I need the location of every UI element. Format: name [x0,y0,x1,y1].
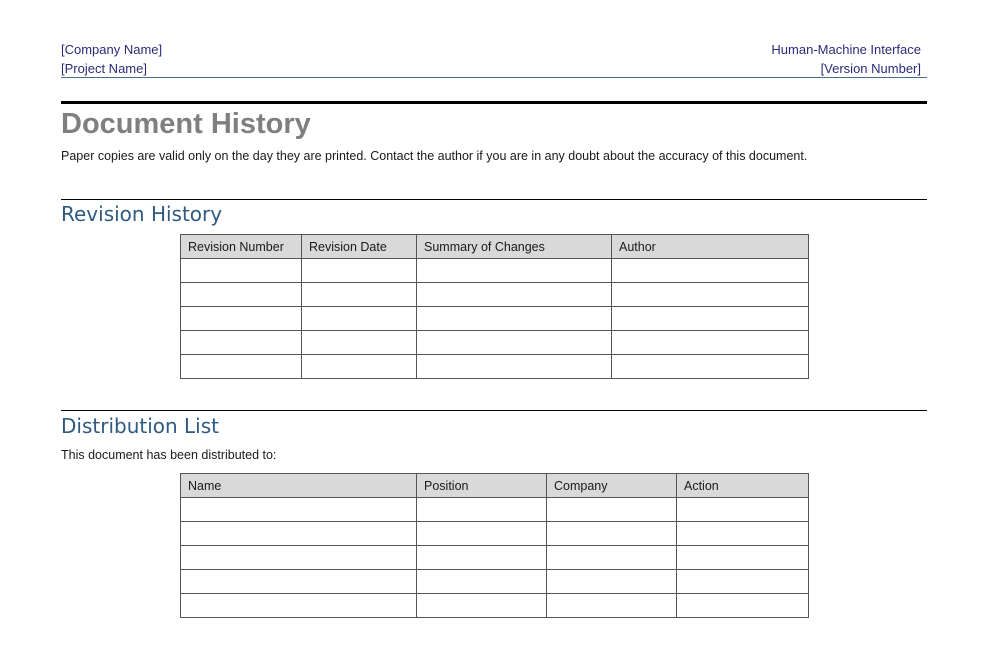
table-cell[interactable] [547,522,677,546]
column-header: Revision Number [181,235,302,259]
table-cell[interactable] [181,498,417,522]
header-right [771,40,921,78]
table-cell[interactable] [181,355,302,379]
table-row [181,546,809,570]
table-cell[interactable] [181,522,417,546]
table-cell[interactable] [302,307,417,331]
table-cell[interactable] [181,570,417,594]
column-header: Summary of Changes [417,235,612,259]
table-cell[interactable] [417,546,547,570]
distribution-section-divider [61,410,927,411]
table-row [181,331,809,355]
table-cell[interactable] [302,355,417,379]
table-row [181,259,809,283]
table-cell[interactable] [417,331,612,355]
table-cell[interactable] [417,570,547,594]
table-cell[interactable] [677,522,809,546]
table-cell[interactable] [612,283,809,307]
table-cell[interactable] [612,355,809,379]
table-cell[interactable] [181,283,302,307]
table-cell[interactable] [417,283,612,307]
table-cell[interactable] [417,307,612,331]
table-row [181,594,809,618]
page-title: Document History [61,108,311,140]
revision-history-heading: Revision History [61,202,223,226]
table-header-row [181,474,809,498]
table-cell[interactable] [302,331,417,355]
column-header: Name [181,474,417,498]
table-cell[interactable] [417,259,612,283]
table-row [181,283,809,307]
page-header [61,40,927,78]
column-header: Action [677,474,809,498]
table-cell[interactable] [417,498,547,522]
company-name: [Company Name] [61,42,163,57]
table-header-row [181,235,809,259]
column-header: Company [547,474,677,498]
column-header: Revision Date [302,235,417,259]
table-cell[interactable] [181,259,302,283]
table-cell[interactable] [181,594,417,618]
distribution-list-table [180,473,809,618]
table-cell[interactable] [417,522,547,546]
table-cell[interactable] [612,307,809,331]
header-left [61,40,162,78]
table-cell[interactable] [677,498,809,522]
table-cell[interactable] [677,570,809,594]
table-cell[interactable] [547,570,677,594]
distribution-list-heading: Distribution List [61,414,219,438]
table-cell[interactable] [547,594,677,618]
table-cell[interactable] [417,355,612,379]
distribution-intro: This document has been distributed to: [61,448,277,462]
title-divider [61,101,927,104]
table-row [181,570,809,594]
table-row [181,355,809,379]
table-cell[interactable] [417,594,547,618]
column-header: Author [612,235,809,259]
table-cell[interactable] [677,594,809,618]
table-cell[interactable] [181,546,417,570]
table-cell[interactable] [547,498,677,522]
table-cell[interactable] [547,546,677,570]
validity-note: Paper copies are valid only on the day they are printed. Contact the author if you are in any doubt about the accuracy of this document. [61,149,808,163]
revision-section-divider [61,199,927,200]
column-header: Position [417,474,547,498]
project-name: [Project Name] [61,61,147,76]
table-row [181,307,809,331]
revision-history-table [180,234,809,379]
product-name: Human-Machine Interface [771,42,921,57]
table-cell[interactable] [302,283,417,307]
table-cell[interactable] [677,546,809,570]
table-cell[interactable] [612,259,809,283]
table-row [181,498,809,522]
table-cell[interactable] [181,307,302,331]
table-cell[interactable] [181,331,302,355]
table-row [181,522,809,546]
table-cell[interactable] [302,259,417,283]
table-cell[interactable] [612,331,809,355]
version-number: [Version Number] [820,61,921,76]
